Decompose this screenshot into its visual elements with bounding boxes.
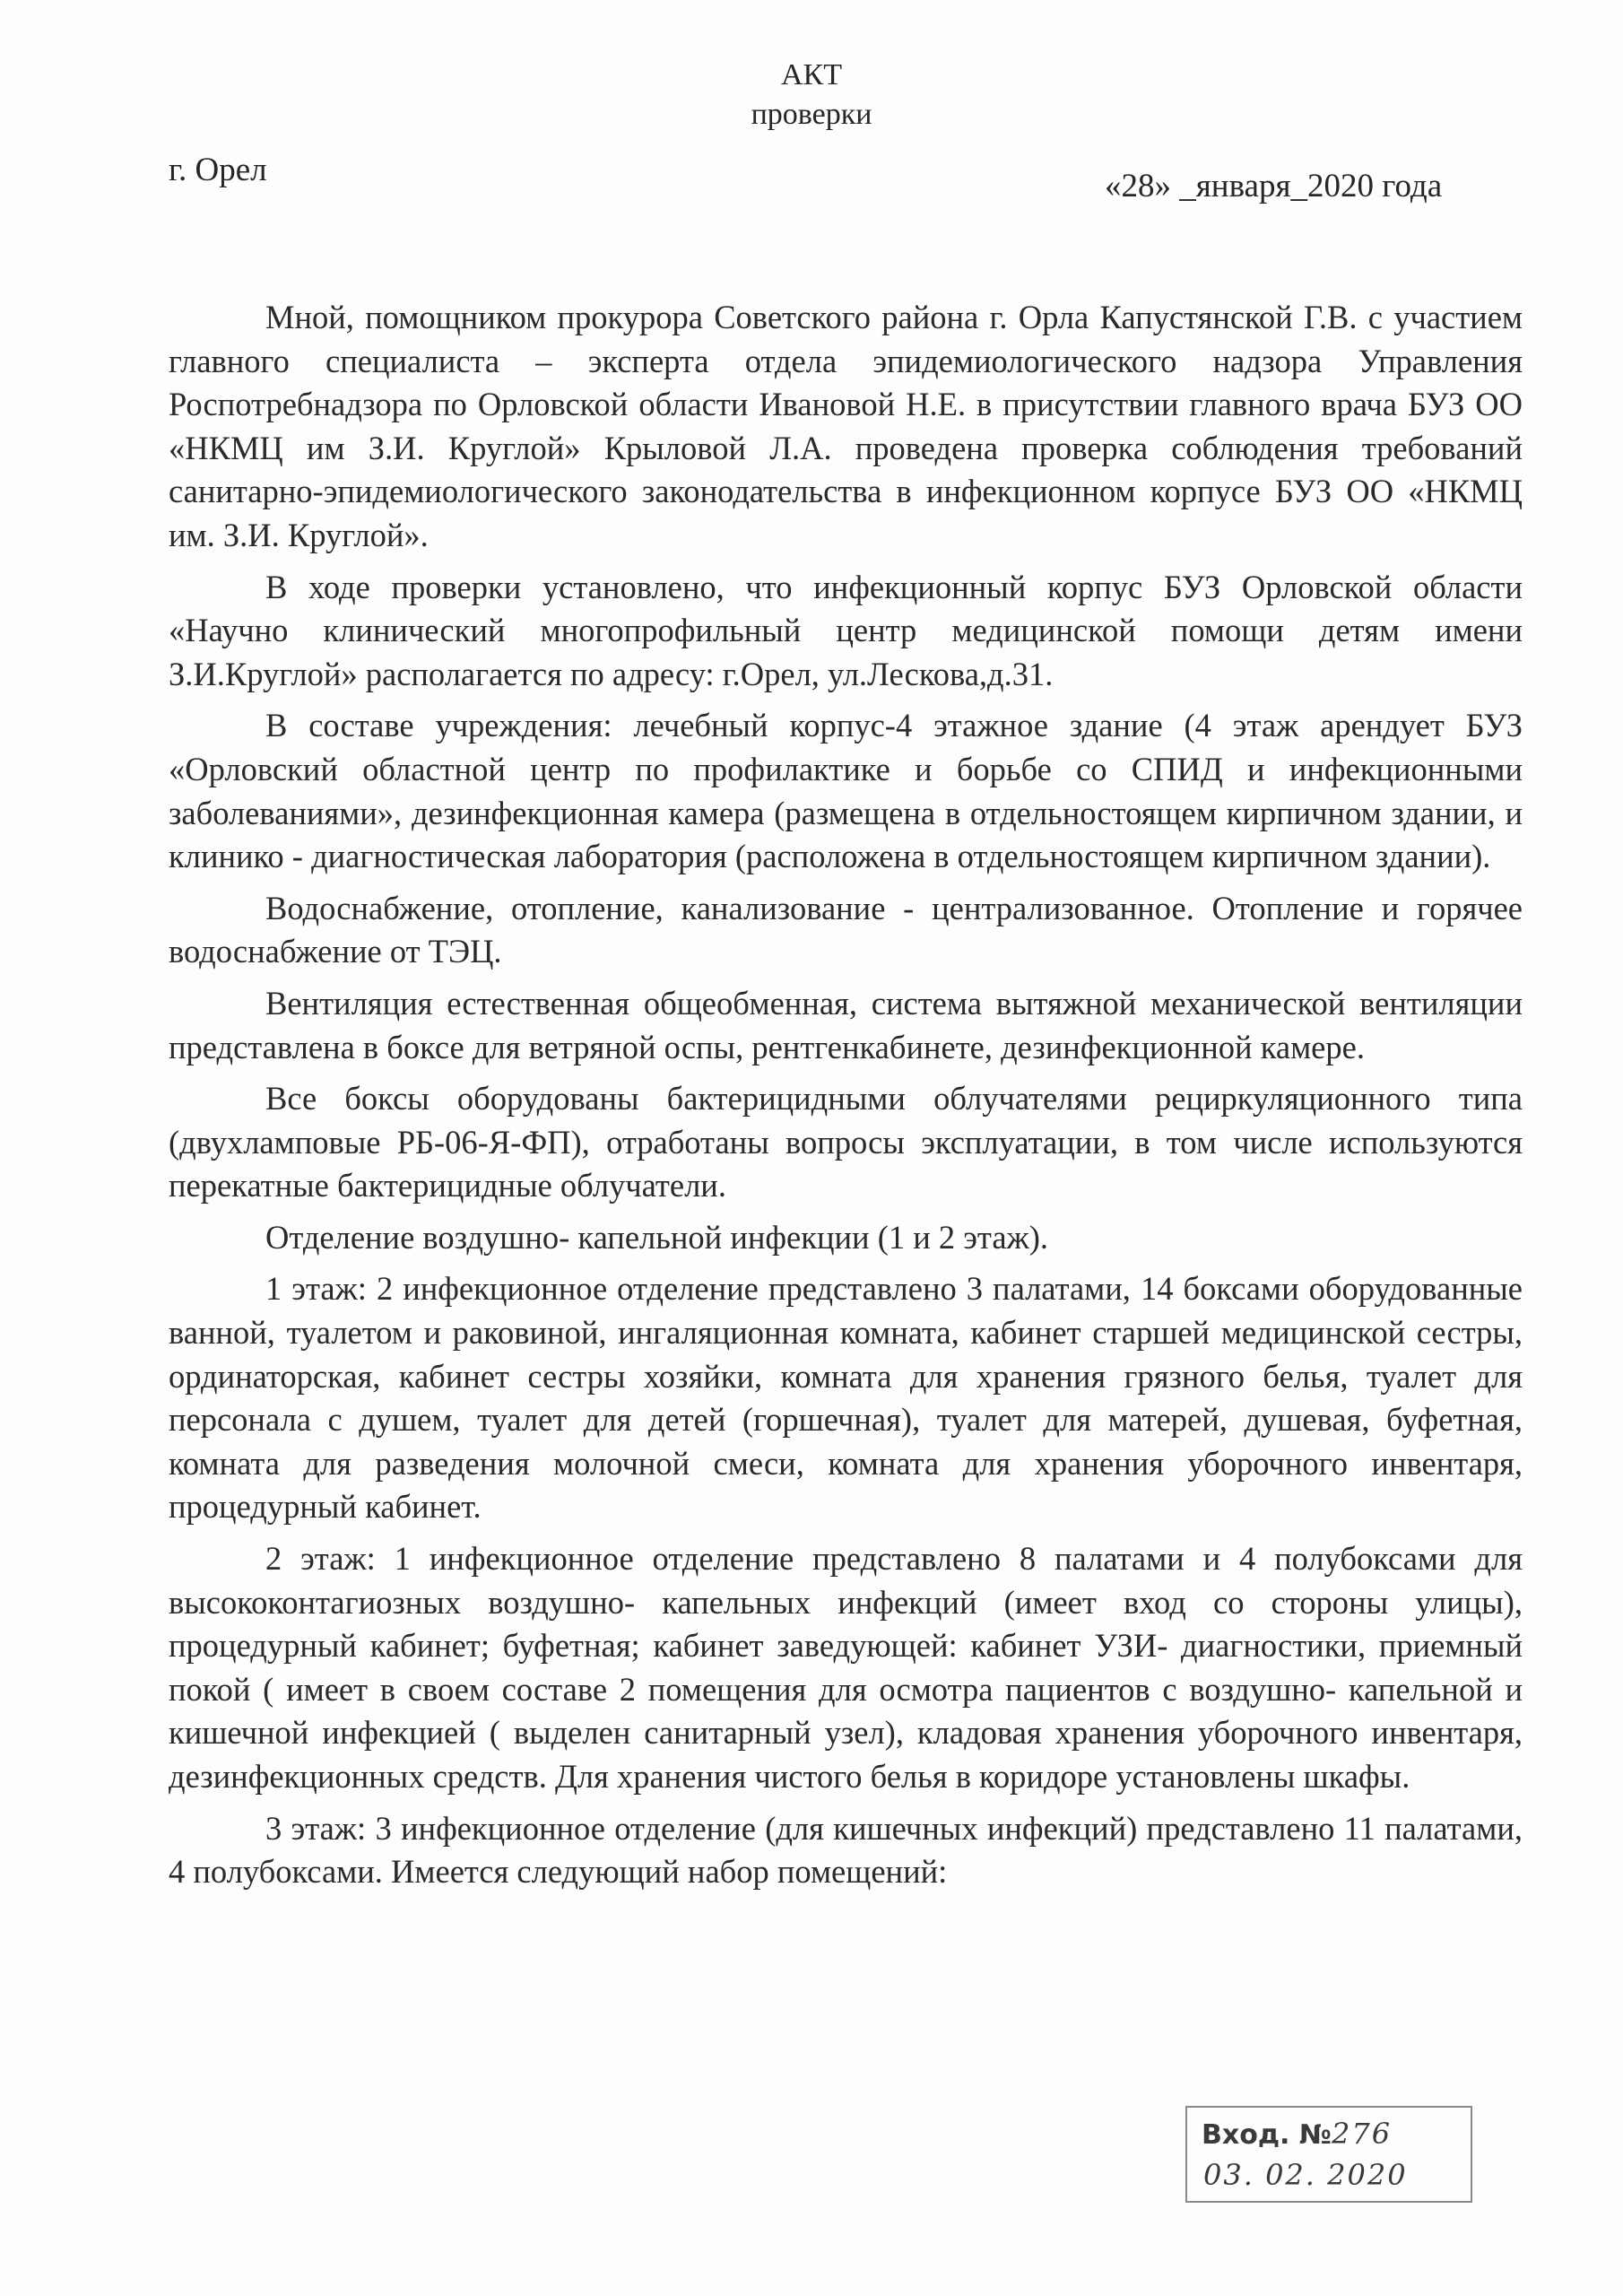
paragraph: В составе учреждения: лечебный корпус-4 этажное здание (4 этаж арендует БУЗ «Орловский областной центр по профилактике и борьбе со СПИД и инфекционными заболеваниями», дезинфекционная камера (размещена в отдельностоящем кирпичном здании, и клинико - диагностическая лаборатория (расположена в отдельностоящем кирпичном здании).: [169, 707, 1523, 875]
paragraph: Водоснабжение, отопление, канализование - централизованное. Отопление и горячее водоснабжение от ТЭЦ.: [169, 889, 1523, 970]
paragraph: 1 этаж: 2 инфекционное отделение представлено 3 палатами, 14 боксами оборудованные ванной, туалетом и раковиной, ингаляционная комната, кабинет старшей медицинской сестры, ординаторская, кабинет сестры хозяйки, комната для хранения грязного белья, туалет для персонала с душем, туалет для детей (горшечная), туалет для матерей, душевая, буфетная, комната для разведения молочной смеси, комната для хранения уборочного инвентаря, процедурный кабинет.: [169, 1270, 1523, 1526]
document-title: АКТ: [781, 58, 842, 91]
document-date: «28» _января_2020 года: [1105, 168, 1443, 204]
paragraph: В ходе проверки установлено, что инфекционный корпус БУЗ Орловской области «Научно клинический многопрофильный центр медицинской помощи детям имени З.И.Круглой» располагается по адресу: г.Орел, ул.Лескова,д.31.: [169, 568, 1523, 692]
paragraph: Мной, помощником прокурора Советского района г. Орла Капустянской Г.В. с участием главного специалиста – эксперта отдела эпидемиологического надзора Управления Роспотребнадзора по Орловской области Ивановой Н.Е. в присутствии главного врача БУЗ ОО «НКМЦ им З.И. Круглой» Крыловой Л.А. проведена проверка соблюдения требований санитарно-эпидемиологического законодательства в инфекционном корпусе БУЗ ОО «НКМЦ им. З.И. Круглой».: [169, 299, 1523, 553]
paragraph: Отделение воздушно- капельной инфекции (1 и 2 этаж).: [265, 1218, 1049, 1256]
document-city: г. Орел: [169, 152, 267, 188]
stamp-date: 03. 02. 2020: [1203, 2158, 1408, 2192]
stamp-line-number: [1202, 2117, 1392, 2151]
document-subtitle: проверки: [751, 98, 872, 131]
stamp-label: Вход. №: [1202, 2119, 1332, 2151]
paragraph: Все боксы оборудованы бактерицидными облучателями рециркуляционного типа (двухламповые РБ-06-Я-ФП), отработаны вопросы эксплуатации, в том числе используются перекатные бактерицидные облучатели.: [169, 1080, 1523, 1205]
document-body: [169, 296, 1523, 1902]
stamp-number: 276: [1332, 2117, 1393, 2151]
paragraph: Вентиляция естественная общеобменная, система вытяжной механической вентиляции представлена в боксе для ветряной оспы, рентгенкабинете, дезинфекционной камере.: [169, 984, 1523, 1065]
incoming-stamp: [1185, 2106, 1472, 2203]
paragraph: 2 этаж: 1 инфекционное отделение представлено 8 палатами и 4 полубоксами для высококонтагиозных воздушно- капельных инфекций (имеет вход со стороны улицы), процедурный кабинет; буфетная; кабинет заведующей: кабинет УЗИ- диагностики, приемный покой ( имеет в своем составе 2 помещения для осмотра пациентов с воздушно- капельной и кишечной инфекцией ( выделен санитарный узел), кладовая хранения уборочного инвентаря, дезинфекционных средств. Для хранения чистого белья в коридоре установлены шкафы.: [169, 1540, 1523, 1795]
paragraph: 3 этаж: 3 инфекционное отделение (для кишечных инфекций) представлено 11 палатами, 4 полубоксами. Имеется следующий набор помещений:: [169, 1809, 1523, 1891]
document-title-block: [0, 56, 1623, 135]
